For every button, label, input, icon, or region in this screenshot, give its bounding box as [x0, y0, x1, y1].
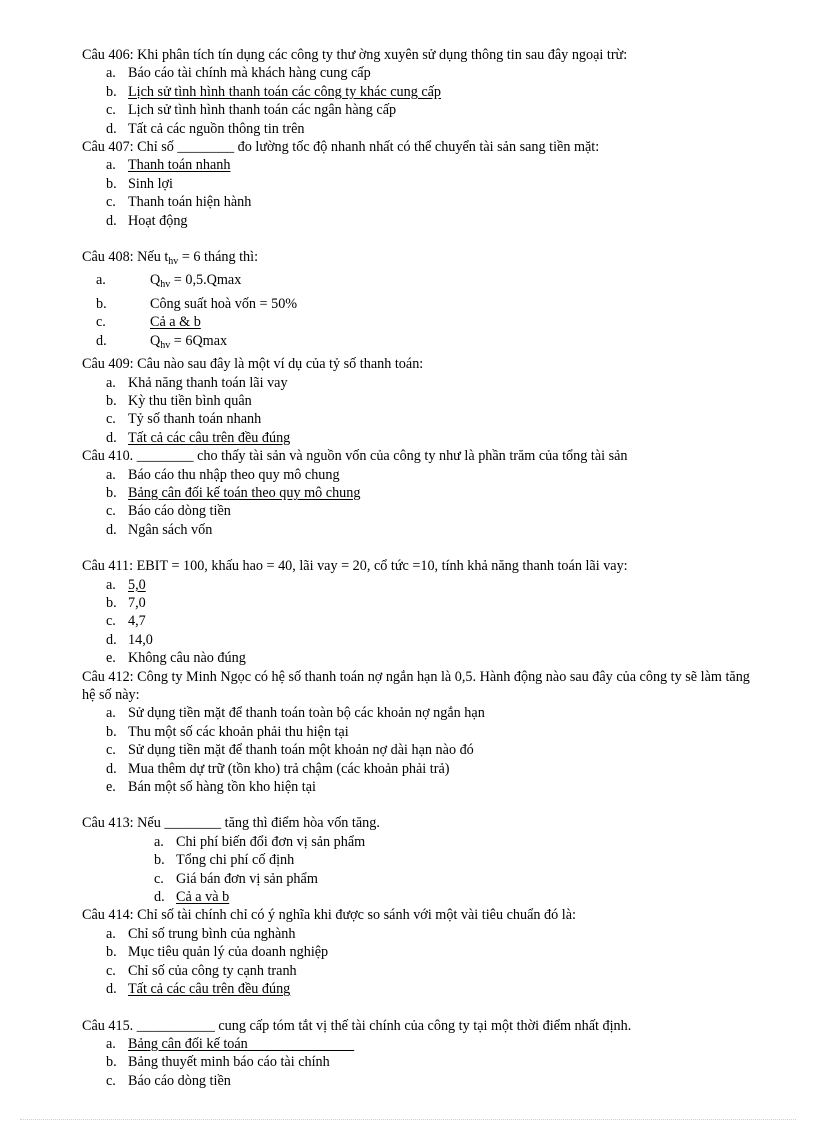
question-stem: Câu 406: Khi phân tích tín dụng các công ty thư ờng xuyên sử dụng thông tin sau đây ngoại trừ: — [82, 47, 628, 63]
option: d. 14,0 — [106, 631, 153, 648]
option: a. Sử dụng tiền mặt để thanh toán toàn bộ các khoản nợ ngắn hạn — [106, 705, 485, 722]
option: c. Sử dụng tiền mặt để thanh toán một khoản nợ dài hạn nào đó — [106, 742, 474, 759]
question-407 — [82, 138, 762, 230]
spacer — [82, 796, 762, 814]
option-correct: b. Lịch sử tình hình thanh toán các công ty khác cung cấp — [106, 83, 442, 100]
question-stem: Câu 409: Câu nào sau đây là một ví dụ của tỷ số thanh toán: — [82, 356, 424, 373]
option-correct: d. Tất cả các câu trên đều đúng — [106, 429, 291, 446]
question-414 — [82, 906, 762, 998]
question-415 — [82, 1017, 762, 1091]
option: a. Khả năng thanh toán lãi vay — [106, 374, 288, 391]
option: a. $Q_{hv} = 0,5.Qmax$ — [96, 272, 242, 291]
question-413 — [82, 814, 762, 906]
option: b. Tổng chi phí cố định — [154, 852, 295, 869]
option: b. Bảng thuyết minh báo cáo tài chính — [106, 1054, 330, 1071]
option-correct: d. Tất cả các câu trên đều đúng — [106, 981, 291, 998]
question-stem: Câu 407: Chỉ số ________ đo lường tốc độ nhanh nhất có thể chuyển tài sản sang tiền mặt: — [82, 139, 600, 156]
question-stem: Câu 412: Công ty Minh Ngọc có hệ số thanh toán nợ ngắn hạn là 0,5. Hành động nào sau đây của công ty sẽ làm tăng hệ số này: — [82, 668, 750, 703]
question-stem: Câu 410. ________ cho thấy tài sản và nguồn vốn của công ty như là phần trăm của tổng tài sản — [82, 448, 628, 465]
option-correct: b. Bảng cân đối kế toán theo quy mô chung — [106, 484, 361, 501]
question-stem: Câu 415. ___________ cung cấp tóm tắt vị thế tài chính của công ty tại một thời điểm nhất định. — [82, 1017, 632, 1034]
option: b. Công suất hoà vốn = 50% — [96, 295, 298, 312]
document-page — [82, 46, 762, 1090]
question-406 — [82, 46, 762, 138]
option: a. Chỉ số trung bình của nghành — [106, 925, 296, 942]
option: c. Lịch sử tình hình thanh toán các ngân hàng cấp — [106, 102, 397, 119]
option: c. Tỷ số thanh toán nhanh — [106, 411, 262, 428]
spacer — [82, 539, 762, 557]
option: a. Báo cáo thu nhập theo quy mô chung — [106, 466, 340, 483]
option-correct: a. Bảng cân đối kế toán — [106, 1035, 355, 1052]
question-412 — [82, 668, 762, 797]
option-correct: a. 5,0 — [106, 576, 146, 593]
option: b. Sinh lợi — [106, 175, 173, 192]
option: d. $Q_{hv} = 6Qmax$ — [96, 332, 228, 351]
option: e. Bán một số hàng tồn kho hiện tại — [106, 779, 316, 796]
option: c. Chỉ số của công ty cạnh tranh — [106, 962, 297, 979]
question-stem: Câu 414: Chỉ số tài chính chỉ có ý nghĩa khi được so sánh với một vài tiêu chuẩn đó là: — [82, 907, 576, 924]
option-correct: c. Cả a & b — [96, 314, 201, 331]
option: c. Thanh toán hiện hành — [106, 194, 252, 211]
question-411 — [82, 557, 762, 667]
page-bottom-divider — [20, 1119, 796, 1120]
spacer — [82, 999, 762, 1017]
option: c. Báo cáo dòng tiền — [106, 503, 231, 520]
option: c. Giá bán đơn vị sản phẩm — [154, 870, 318, 887]
question-stem: Câu 413: Nếu ________ tăng thì điểm hòa vốn tăng. — [82, 815, 380, 832]
option-correct: d. Cả a và b — [154, 889, 230, 906]
option: b. Kỳ thu tiền bình quân — [106, 392, 252, 409]
spacer — [82, 230, 762, 248]
option: d. Hoạt động — [106, 212, 188, 229]
question-410 — [82, 447, 762, 539]
question-stem: Câu 408: Nếu $t_{hv} = 6$ tháng thì: — [82, 249, 259, 268]
option: d. Ngân sách vốn — [106, 521, 213, 538]
option: a. Báo cáo tài chính mà khách hàng cung cấp — [106, 65, 371, 82]
option: c. 4,7 — [106, 613, 146, 630]
question-408 — [82, 248, 762, 355]
question-409 — [82, 355, 762, 447]
option: a. Chi phí biến đổi đơn vị sản phẩm — [154, 833, 366, 850]
option: c. Báo cáo dòng tiền — [106, 1072, 231, 1089]
question-stem: Câu 411: EBIT = 100, khấu hao = 40, lãi vay = 20, cổ tức =10, tính khả năng thanh toán lãi vay: — [82, 558, 628, 575]
option-correct: a. Thanh toán nhanh — [106, 157, 231, 174]
option: d. Mua thêm dự trữ (tồn kho) trả chậm (các khoản phải trả) — [106, 760, 450, 777]
option: e. Không câu nào đúng — [106, 650, 246, 667]
option: d. Tất cả các nguồn thông tin trên — [106, 120, 305, 137]
option: b. 7,0 — [106, 594, 146, 611]
option: b. Thu một số các khoản phải thu hiện tại — [106, 723, 349, 740]
option: b. Mục tiêu quản lý của doanh nghiệp — [106, 944, 329, 961]
